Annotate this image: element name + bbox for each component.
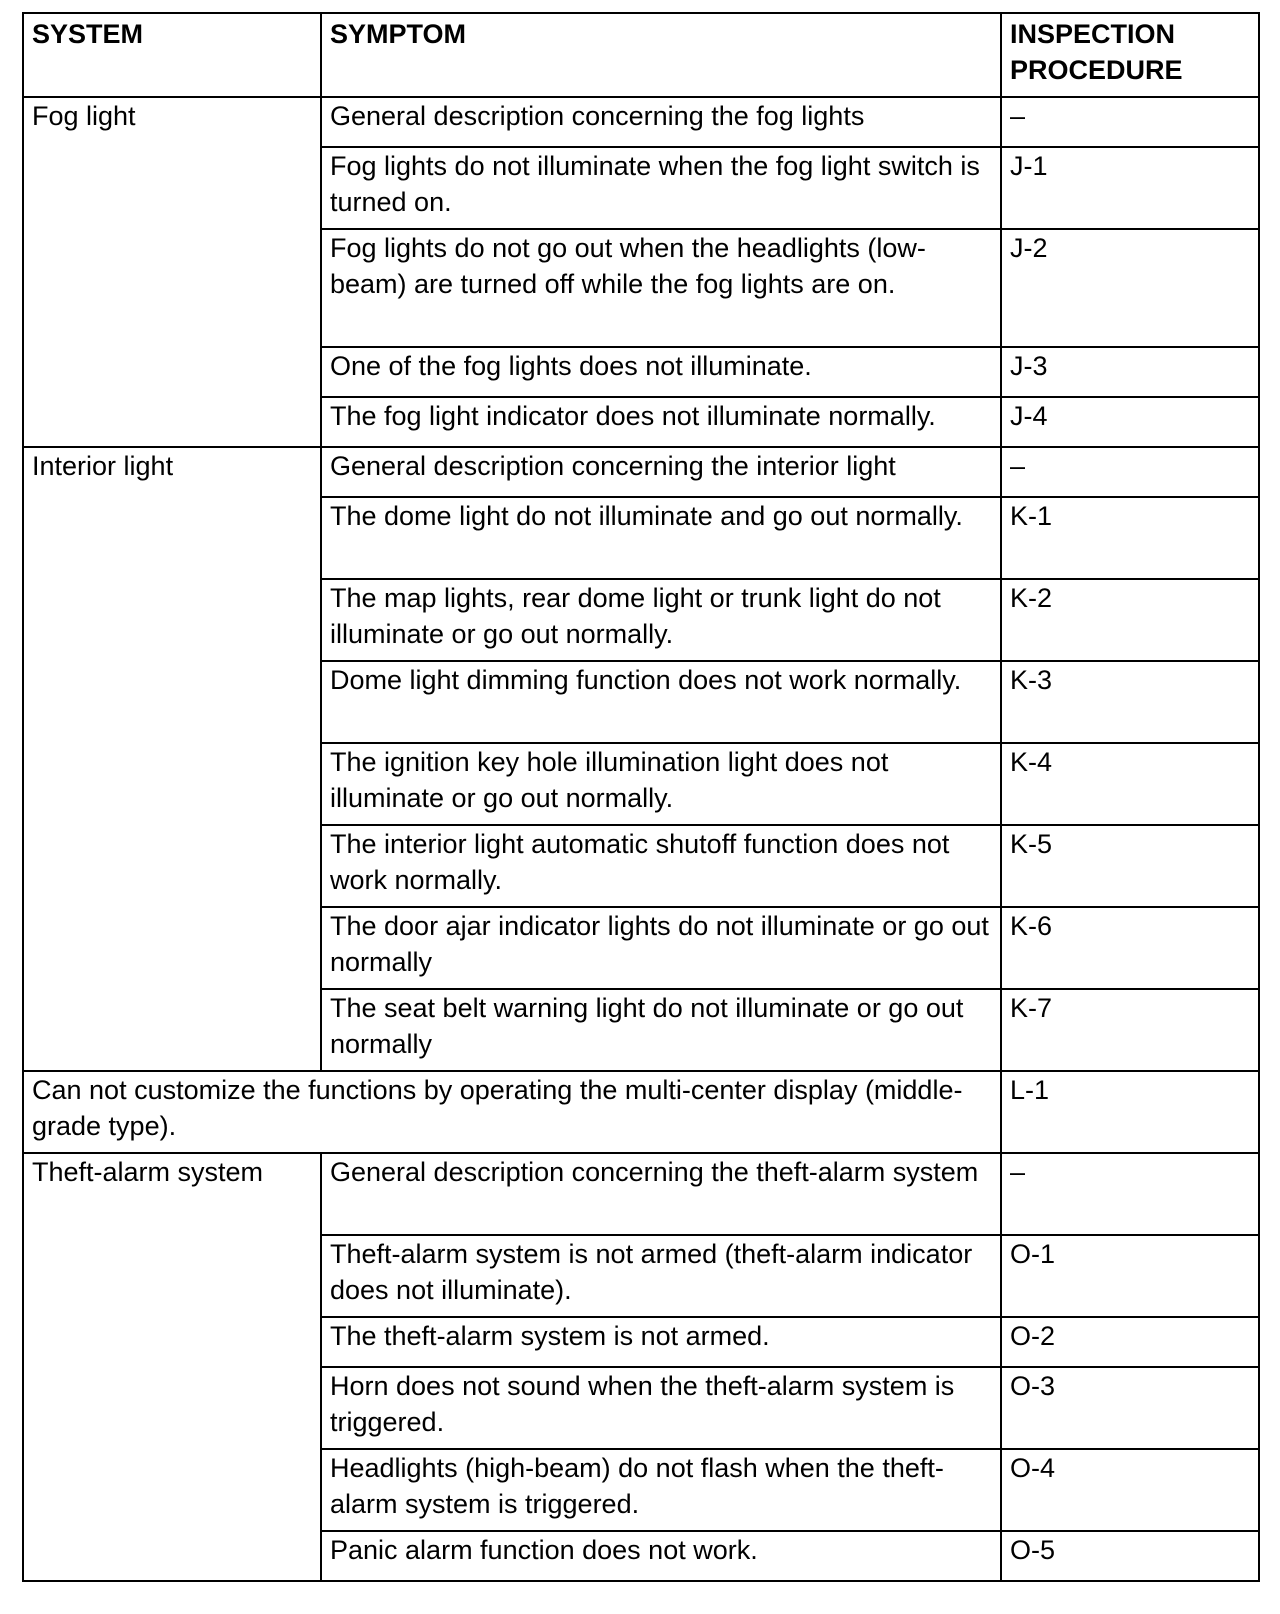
symptom-cell: The ignition key hole illumination light does not illuminate or go out normally. (321, 743, 1001, 825)
system-theft-alarm: Theft-alarm system (23, 1153, 321, 1581)
symptom-cell: Horn does not sound when the theft-alarm system is triggered. (321, 1367, 1001, 1449)
table-row (23, 1071, 1259, 1153)
symptom-cell: The fog light indicator does not illuminate normally. (321, 397, 1001, 447)
symptom-cell: The seat belt warning light do not illuminate or go out normally (321, 989, 1001, 1071)
symptom-cell: The map lights, rear dome light or trunk light do not illuminate or go out normally. (321, 579, 1001, 661)
procedure-cell: J-3 (1001, 347, 1259, 397)
procedure-cell: O-5 (1001, 1531, 1259, 1581)
symptom-cell: General description concerning the fog lights (321, 97, 1001, 147)
procedure-cell: K-5 (1001, 825, 1259, 907)
procedure-cell: – (1001, 1153, 1259, 1235)
symptom-cell: Theft-alarm system is not armed (theft-alarm indicator does not illuminate). (321, 1235, 1001, 1317)
symptom-cell: Dome light dimming function does not work normally. (321, 661, 1001, 743)
symptom-cell: The door ajar indicator lights do not illuminate or go out normally (321, 907, 1001, 989)
symptom-cell: The theft-alarm system is not armed. (321, 1317, 1001, 1367)
symptom-cell: General description concerning the interior light (321, 447, 1001, 497)
procedure-cell: K-4 (1001, 743, 1259, 825)
symptom-cell: The interior light automatic shutoff function does not work normally. (321, 825, 1001, 907)
header-system: SYSTEM (23, 13, 321, 97)
system-fog-light: Fog light (23, 97, 321, 447)
procedure-cell: J-2 (1001, 229, 1259, 347)
symptom-cell: The dome light do not illuminate and go out normally. (321, 497, 1001, 579)
symptom-cell: Headlights (high-beam) do not flash when the theft-alarm system is triggered. (321, 1449, 1001, 1531)
procedure-cell: K-3 (1001, 661, 1259, 743)
procedure-cell: K-6 (1001, 907, 1259, 989)
symptom-cell-customize: Can not customize the functions by operating the multi-center display (middle-grade type). (23, 1071, 1001, 1153)
table-row (23, 97, 1259, 147)
procedure-cell: – (1001, 447, 1259, 497)
system-interior-light: Interior light (23, 447, 321, 1071)
procedure-cell: L-1 (1001, 1071, 1259, 1153)
header-row (23, 13, 1259, 97)
procedure-cell: K-2 (1001, 579, 1259, 661)
procedure-cell: O-3 (1001, 1367, 1259, 1449)
header-inspection: INSPECTION PROCEDURE (1001, 13, 1259, 97)
procedure-cell: – (1001, 97, 1259, 147)
procedure-cell: J-1 (1001, 147, 1259, 229)
symptom-table (22, 12, 1260, 1582)
procedure-cell: O-1 (1001, 1235, 1259, 1317)
symptom-cell: Panic alarm function does not work. (321, 1531, 1001, 1581)
symptom-cell: General description concerning the theft-alarm system (321, 1153, 1001, 1235)
header-symptom: SYMPTOM (321, 13, 1001, 97)
procedure-cell: O-4 (1001, 1449, 1259, 1531)
procedure-cell: O-2 (1001, 1317, 1259, 1367)
procedure-cell: K-1 (1001, 497, 1259, 579)
symptom-cell: Fog lights do not illuminate when the fog light switch is turned on. (321, 147, 1001, 229)
table-row (23, 1153, 1259, 1235)
symptom-cell: One of the fog lights does not illuminate. (321, 347, 1001, 397)
procedure-cell: K-7 (1001, 989, 1259, 1071)
symptom-cell: Fog lights do not go out when the headlights (low-beam) are turned off while the fog lights are on. (321, 229, 1001, 347)
table-row (23, 447, 1259, 497)
procedure-cell: J-4 (1001, 397, 1259, 447)
